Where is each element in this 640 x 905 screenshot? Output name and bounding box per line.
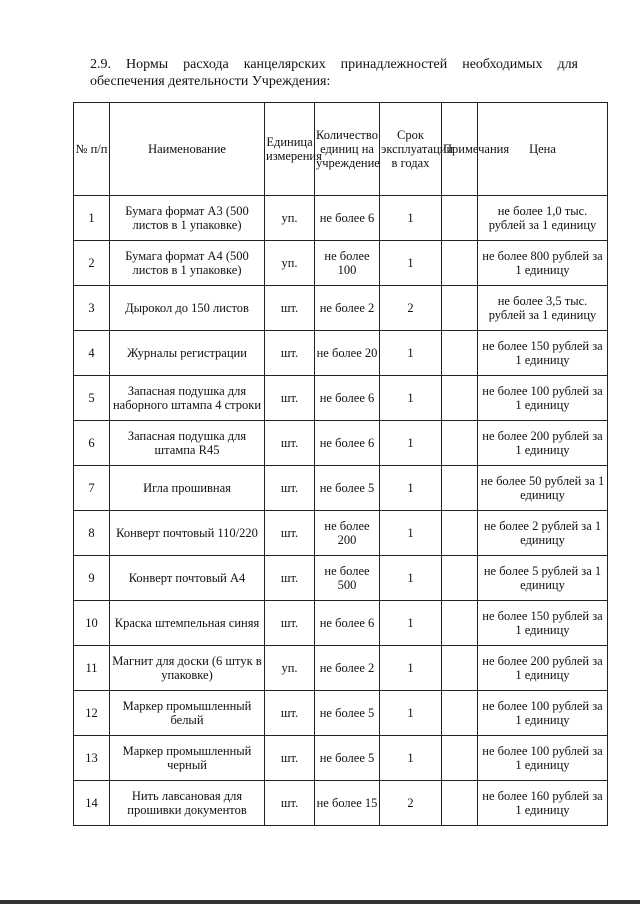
cell-number: 4 bbox=[74, 331, 110, 376]
cell-term: 1 bbox=[380, 466, 442, 511]
cell-price: не более 200 рублей за 1 единицу bbox=[478, 421, 608, 466]
table-row bbox=[74, 691, 608, 736]
cell-term: 1 bbox=[380, 691, 442, 736]
cell-number: 1 bbox=[74, 196, 110, 241]
cell-unit: шт. bbox=[265, 781, 315, 826]
table-row bbox=[74, 556, 608, 601]
cell-name: Маркер промышленный белый bbox=[110, 691, 265, 736]
cell-notes bbox=[442, 376, 478, 421]
cell-quantity: не более 6 bbox=[315, 421, 380, 466]
cell-term: 1 bbox=[380, 421, 442, 466]
cell-name: Игла прошивная bbox=[110, 466, 265, 511]
cell-number: 6 bbox=[74, 421, 110, 466]
scan-edge-line bbox=[0, 900, 640, 904]
cell-number: 10 bbox=[74, 601, 110, 646]
table-row bbox=[74, 646, 608, 691]
cell-number: 11 bbox=[74, 646, 110, 691]
cell-notes bbox=[442, 556, 478, 601]
cell-unit: шт. bbox=[265, 736, 315, 781]
cell-name: Дырокол до 150 листов bbox=[110, 286, 265, 331]
cell-quantity: не более 20 bbox=[315, 331, 380, 376]
cell-unit: шт. bbox=[265, 421, 315, 466]
cell-term: 1 bbox=[380, 331, 442, 376]
cell-price: не более 800 рублей за 1 единицу bbox=[478, 241, 608, 286]
cell-notes bbox=[442, 646, 478, 691]
header-unit: Единица измерения bbox=[265, 103, 315, 196]
cell-price: не более 160 рублей за 1 единицу bbox=[478, 781, 608, 826]
cell-price: не более 150 рублей за 1 единицу bbox=[478, 601, 608, 646]
table-header-row bbox=[74, 103, 608, 196]
header-name: Наименование bbox=[110, 103, 265, 196]
cell-quantity: не более 5 bbox=[315, 466, 380, 511]
header-quantity: Количество единиц на учреждение bbox=[315, 103, 380, 196]
cell-unit: шт. bbox=[265, 466, 315, 511]
cell-term: 1 bbox=[380, 556, 442, 601]
header-term: Срок эксплуатации в годах bbox=[380, 103, 442, 196]
cell-notes bbox=[442, 421, 478, 466]
cell-number: 13 bbox=[74, 736, 110, 781]
cell-name: Конверт почтовый 110/220 bbox=[110, 511, 265, 556]
cell-unit: шт. bbox=[265, 286, 315, 331]
cell-price: не более 100 рублей за 1 единицу bbox=[478, 376, 608, 421]
cell-quantity: не более 500 bbox=[315, 556, 380, 601]
cell-notes bbox=[442, 736, 478, 781]
cell-name: Маркер промышленный черный bbox=[110, 736, 265, 781]
header-number: № п/п bbox=[74, 103, 110, 196]
cell-unit: шт. bbox=[265, 601, 315, 646]
cell-quantity: не более 2 bbox=[315, 646, 380, 691]
cell-notes bbox=[442, 781, 478, 826]
table-row bbox=[74, 511, 608, 556]
table-body bbox=[74, 196, 608, 826]
cell-name: Краска штемпельная синяя bbox=[110, 601, 265, 646]
cell-name: Магнит для доски (6 штук в упаковке) bbox=[110, 646, 265, 691]
cell-unit: уп. bbox=[265, 646, 315, 691]
cell-quantity: не более 100 bbox=[315, 241, 380, 286]
cell-unit: шт. bbox=[265, 376, 315, 421]
cell-quantity: не более 6 bbox=[315, 601, 380, 646]
cell-name: Бумага формат А3 (500 листов в 1 упаковке) bbox=[110, 196, 265, 241]
cell-term: 1 bbox=[380, 376, 442, 421]
cell-name: Запасная подушка для штампа R45 bbox=[110, 421, 265, 466]
cell-quantity: не более 5 bbox=[315, 736, 380, 781]
cell-price: не более 150 рублей за 1 единицу bbox=[478, 331, 608, 376]
cell-name: Бумага формат А4 (500 листов в 1 упаковке) bbox=[110, 241, 265, 286]
cell-term: 2 bbox=[380, 781, 442, 826]
cell-price: не более 100 рублей за 1 единицу bbox=[478, 691, 608, 736]
cell-notes bbox=[442, 331, 478, 376]
cell-term: 1 bbox=[380, 601, 442, 646]
cell-unit: шт. bbox=[265, 556, 315, 601]
table-row bbox=[74, 331, 608, 376]
cell-price: не более 5 рублей за 1 единицу bbox=[478, 556, 608, 601]
cell-quantity: не более 15 bbox=[315, 781, 380, 826]
table-row bbox=[74, 196, 608, 241]
cell-number: 14 bbox=[74, 781, 110, 826]
header-notes: Примечания bbox=[442, 103, 478, 196]
cell-price: не более 3,5 тыс. рублей за 1 единицу bbox=[478, 286, 608, 331]
cell-unit: уп. bbox=[265, 241, 315, 286]
cell-name: Журналы регистрации bbox=[110, 331, 265, 376]
table-row bbox=[74, 241, 608, 286]
cell-number: 8 bbox=[74, 511, 110, 556]
cell-number: 2 bbox=[74, 241, 110, 286]
cell-term: 1 bbox=[380, 196, 442, 241]
cell-unit: шт. bbox=[265, 331, 315, 376]
cell-price: не более 50 рублей за 1 единицу bbox=[478, 466, 608, 511]
cell-notes bbox=[442, 511, 478, 556]
cell-price: не более 2 рублей за 1 единицу bbox=[478, 511, 608, 556]
section-heading: 2.9. Нормы расхода канцелярских принадлежностей необходимых для обеспечения деятельности Учреждения: bbox=[90, 57, 578, 89]
cell-name: Нить лавсановая для прошивки документов bbox=[110, 781, 265, 826]
cell-term: 2 bbox=[380, 286, 442, 331]
cell-number: 3 bbox=[74, 286, 110, 331]
cell-number: 5 bbox=[74, 376, 110, 421]
cell-term: 1 bbox=[380, 511, 442, 556]
cell-quantity: не более 5 bbox=[315, 691, 380, 736]
table-row bbox=[74, 736, 608, 781]
cell-term: 1 bbox=[380, 241, 442, 286]
cell-name: Конверт почтовый А4 bbox=[110, 556, 265, 601]
cell-unit: уп. bbox=[265, 196, 315, 241]
table-row bbox=[74, 421, 608, 466]
cell-notes bbox=[442, 196, 478, 241]
cell-term: 1 bbox=[380, 736, 442, 781]
cell-price: не более 100 рублей за 1 единицу bbox=[478, 736, 608, 781]
table-row bbox=[74, 781, 608, 826]
consumables-norms-table bbox=[73, 102, 608, 826]
cell-unit: шт. bbox=[265, 691, 315, 736]
table-row bbox=[74, 376, 608, 421]
cell-notes bbox=[442, 601, 478, 646]
cell-price: не более 200 рублей за 1 единицу bbox=[478, 646, 608, 691]
table-row bbox=[74, 601, 608, 646]
cell-quantity: не более 6 bbox=[315, 376, 380, 421]
cell-number: 9 bbox=[74, 556, 110, 601]
header-price: Цена bbox=[478, 103, 608, 196]
table-row bbox=[74, 286, 608, 331]
table-row bbox=[74, 466, 608, 511]
cell-quantity: не более 2 bbox=[315, 286, 380, 331]
cell-notes bbox=[442, 466, 478, 511]
cell-number: 7 bbox=[74, 466, 110, 511]
cell-quantity: не более 6 bbox=[315, 196, 380, 241]
cell-unit: шт. bbox=[265, 511, 315, 556]
cell-price: не более 1,0 тыс. рублей за 1 единицу bbox=[478, 196, 608, 241]
cell-number: 12 bbox=[74, 691, 110, 736]
cell-quantity: не более 200 bbox=[315, 511, 380, 556]
cell-notes bbox=[442, 241, 478, 286]
cell-notes bbox=[442, 286, 478, 331]
cell-name: Запасная подушка для наборного штампа 4 строки bbox=[110, 376, 265, 421]
cell-notes bbox=[442, 691, 478, 736]
cell-term: 1 bbox=[380, 646, 442, 691]
